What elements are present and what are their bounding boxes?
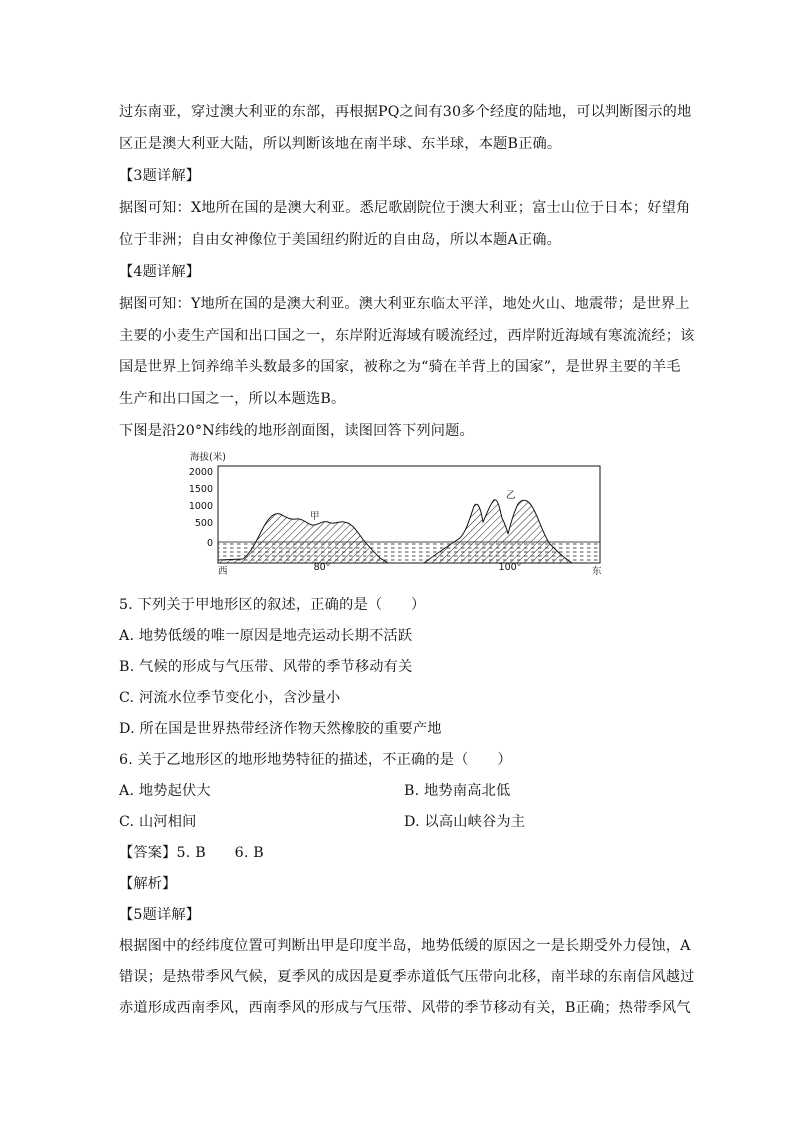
y-axis-title: 海拔(米) bbox=[190, 452, 226, 463]
text-line: 据图可知：Y地所在国的是澳大利亚。澳大利亚东临太平洋，地处火山、地震带；是世界上 bbox=[119, 296, 690, 312]
section-heading: 【5题详解】 bbox=[119, 907, 201, 923]
text-line: 位于非洲；自由女神像位于美国纽约附近的自由岛，所以本题A正确。 bbox=[119, 232, 562, 248]
question-stem: 6. 关于乙地形区的地形地势特征的描述，不正确的是（ ） bbox=[119, 752, 512, 768]
label-yi: 乙 bbox=[506, 490, 516, 501]
landmass-east bbox=[424, 500, 572, 563]
text-line: 主要的小麦生产国和出口国之一，东岸附近海域有暖流经过，西岸附近海域有寒流流经；该 bbox=[119, 328, 695, 344]
y-tick-label: 500 bbox=[194, 518, 213, 529]
text-line: 生产和出口国之一，所以本题选B。 bbox=[119, 391, 346, 407]
option-c: C. 山河相间 bbox=[119, 814, 197, 830]
option-a: A. 地势起伏大 bbox=[119, 783, 211, 799]
y-tick-label: 1500 bbox=[188, 484, 213, 495]
y-tick-label: 1000 bbox=[188, 501, 213, 512]
x-west-label: 西 bbox=[218, 566, 228, 577]
option-d: D. 所在国是世界热带经济作物天然橡胶的重要产地 bbox=[119, 721, 442, 737]
text-line: 据图可知：X地所在国的是澳大利亚。悉尼歌剧院位于澳大利亚；富士山位于日本；好望角 bbox=[119, 200, 691, 216]
option-a: A. 地势低缓的唯一原因是地壳运动长期不活跃 bbox=[119, 628, 413, 644]
option-c: C. 河流水位季节变化小，含沙量小 bbox=[119, 690, 341, 706]
x-tick-label: 100° bbox=[498, 562, 522, 573]
answer-line: 【答案】5. B 6. B bbox=[119, 845, 264, 861]
option-d: D. 以高山峡谷为主 bbox=[404, 814, 526, 830]
section-heading: 【4题详解】 bbox=[119, 264, 201, 280]
text-line: 国是世界上饲养绵羊头数最多的国家，被称之为“骑在羊背上的国家”，是世界主要的羊毛 bbox=[119, 359, 681, 375]
text-line: 错误；是热带季风气候，夏季风的成因是夏季赤道低气压带向北移，南半球的东南信风越过 bbox=[119, 969, 695, 985]
text-line: 赤道形成西南季风，西南季风的形成与气压带、风带的季节移动有关，B正确；热带季风气 bbox=[119, 1000, 691, 1016]
y-tick-label: 0 bbox=[206, 538, 213, 549]
text-line: 区正是澳大利亚大陆，所以判断该地在南半球、东半球，本题B正确。 bbox=[119, 136, 562, 152]
label-jia: 甲 bbox=[310, 511, 320, 522]
section-heading: 【3题详解】 bbox=[119, 168, 201, 184]
y-tick-label: 2000 bbox=[188, 467, 213, 478]
option-b: B. 气候的形成与气压带、风带的季节移动有关 bbox=[119, 659, 413, 675]
figure-intro: 下图是沿20°N纬线的地形剖面图，读图回答下列问题。 bbox=[119, 423, 474, 439]
option-b: B. 地势南高北低 bbox=[404, 783, 511, 799]
x-east-label: 东 bbox=[592, 566, 602, 577]
text-line: 过东南亚，穿过澳大利亚的东部，再根据PQ之间有30多个经度的陆地，可以判断图示的地 bbox=[119, 104, 692, 120]
question-stem: 5. 下列关于甲地形区的叙述，正确的是（ ） bbox=[119, 597, 426, 613]
text-line: 根据图中的经纬度位置可判断出甲是印度半岛，地势低缓的原因之一是长期受外力侵蚀，A bbox=[119, 938, 691, 954]
terrain-profile-figure bbox=[188, 446, 608, 580]
x-tick-label: 80° bbox=[313, 562, 331, 573]
section-heading: 【解析】 bbox=[119, 876, 177, 892]
